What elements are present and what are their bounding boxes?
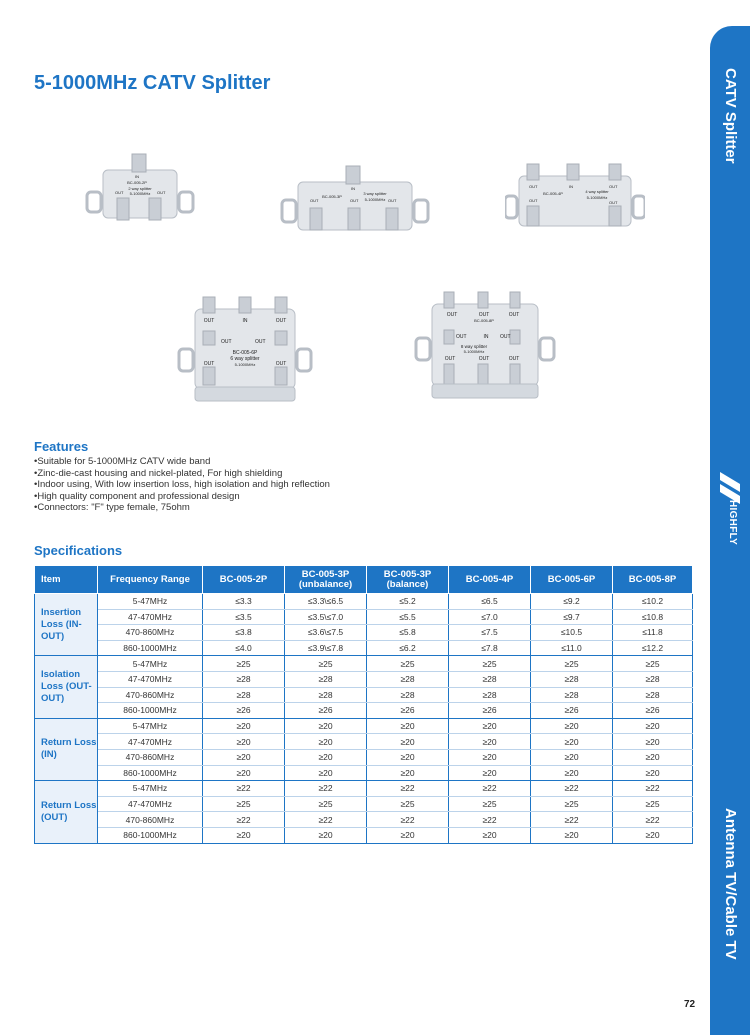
column-header: BC-005-3P (balance) (367, 566, 449, 594)
feature-item: • Suitable for 5-1000MHz CATV wide band (34, 456, 330, 468)
value-cell: ≤4.0 (203, 640, 285, 656)
features-list (34, 456, 330, 514)
value-cell: ≥20 (367, 749, 449, 765)
value-cell: ≥22 (285, 781, 367, 797)
value-cell: ≥26 (285, 703, 367, 719)
value-cell: ≥20 (613, 749, 693, 765)
value-cell: ≥22 (367, 812, 449, 828)
value-cell: ≥28 (531, 671, 613, 687)
value-cell: ≥22 (203, 781, 285, 797)
table-row (35, 656, 693, 672)
table-row (35, 796, 693, 812)
value-cell: ≥20 (203, 718, 285, 734)
value-cell: ≥20 (449, 765, 531, 781)
frequency-cell: 470-860MHz (98, 749, 203, 765)
column-header: BC-005-8P (613, 566, 693, 594)
product-label: BC-005-3P (322, 194, 342, 199)
column-header: BC-005-4P (449, 566, 531, 594)
frequency-cell: 860-1000MHz (98, 765, 203, 781)
value-cell: ≤9.7 (531, 609, 613, 625)
value-cell: ≥25 (449, 796, 531, 812)
value-cell: ≥25 (449, 656, 531, 672)
value-cell: ≤10.5 (531, 625, 613, 641)
value-cell: ≤10.8 (613, 609, 693, 625)
value-cell: ≥20 (285, 827, 367, 843)
value-cell: ≥20 (449, 749, 531, 765)
frequency-cell: 47-470MHz (98, 609, 203, 625)
product-label: BC-005-6P (232, 350, 258, 356)
value-cell: ≥20 (285, 734, 367, 750)
product-label: 8 way splitter (460, 344, 488, 349)
frequency-cell: 470-860MHz (98, 625, 203, 641)
feature-item: • High quality component and professional design (34, 491, 330, 503)
value-cell: ≥20 (531, 827, 613, 843)
value-cell: ≥20 (285, 765, 367, 781)
value-cell: ≥28 (449, 671, 531, 687)
product-label: IN (242, 318, 248, 324)
product-label: OUT (456, 334, 467, 340)
value-cell: ≥20 (285, 718, 367, 734)
frequency-cell: 47-470MHz (98, 734, 203, 750)
value-cell: ≥20 (613, 734, 693, 750)
value-cell: ≥25 (203, 796, 285, 812)
specifications-table (34, 565, 693, 844)
value-cell: ≥25 (531, 796, 613, 812)
value-cell: ≥22 (613, 781, 693, 797)
product-label: OUT (478, 312, 490, 318)
value-cell: ≥25 (531, 656, 613, 672)
value-cell: ≤11.8 (613, 625, 693, 641)
feature-item: • Indoor using, With low insertion loss, high isolation and high reflection (34, 479, 330, 491)
value-cell: ≥20 (203, 765, 285, 781)
product-label: OUT (500, 334, 511, 340)
value-cell: ≥20 (531, 718, 613, 734)
value-cell: ≤3.5 (203, 609, 285, 625)
side-tab-category: CATV Splitter (722, 68, 739, 164)
table-row (35, 718, 693, 734)
product-label: IN (351, 186, 355, 191)
table-row (35, 625, 693, 641)
value-cell: ≥26 (367, 703, 449, 719)
value-cell: ≥26 (449, 703, 531, 719)
table-row (35, 703, 693, 719)
frequency-cell: 860-1000MHz (98, 827, 203, 843)
value-cell: ≥20 (367, 718, 449, 734)
value-cell: ≤3.8 (203, 625, 285, 641)
value-cell: ≤6.2 (367, 640, 449, 656)
column-header: BC-005-2P (203, 566, 285, 594)
value-cell: ≥25 (613, 796, 693, 812)
table-row (35, 827, 693, 843)
frequency-cell: 5-47MHz (98, 781, 203, 797)
value-cell: ≤3.6\≤7.5 (285, 625, 367, 641)
product-label: 5-1000MHz (234, 362, 256, 367)
value-cell: ≤7.5 (449, 625, 531, 641)
item-cell: Return Loss (OUT) (35, 781, 98, 843)
value-cell: ≤7.8 (449, 640, 531, 656)
product-image-3p (280, 162, 430, 242)
value-cell: ≥28 (367, 671, 449, 687)
table-row (35, 594, 693, 610)
logo-text: HIGHFLY (727, 500, 738, 546)
value-cell: ≤3.3 (203, 594, 285, 610)
value-cell: ≥25 (285, 656, 367, 672)
item-cell: Insertion Loss (IN-OUT) (35, 594, 98, 656)
value-cell: ≥20 (203, 749, 285, 765)
value-cell: ≥26 (203, 703, 285, 719)
value-cell: ≥22 (449, 781, 531, 797)
item-cell: Return Loss (IN) (35, 718, 98, 780)
product-label: OUT (203, 318, 215, 324)
value-cell: ≤9.2 (531, 594, 613, 610)
product-label: IN (135, 174, 139, 179)
product-label: 4 way splitter (585, 189, 609, 194)
value-cell: ≥22 (613, 812, 693, 828)
page-number: 72 (684, 999, 696, 1010)
product-label: OUT (221, 339, 232, 345)
value-cell: ≥25 (285, 796, 367, 812)
product-image-2p (85, 150, 195, 230)
product-label: OUT (203, 361, 215, 367)
value-cell: ≥28 (285, 687, 367, 703)
product-label: OUT (310, 198, 319, 203)
table-row (35, 734, 693, 750)
column-header: BC-005-3P (unbalance) (285, 566, 367, 594)
value-cell: ≥20 (449, 827, 531, 843)
product-label: OUT (275, 361, 287, 367)
product-image-6p (175, 295, 315, 405)
value-cell: ≥22 (449, 812, 531, 828)
product-label: OUT (478, 356, 490, 362)
table-row (35, 749, 693, 765)
value-cell: ≥20 (367, 765, 449, 781)
value-cell: ≥25 (367, 656, 449, 672)
value-cell: ≥20 (203, 827, 285, 843)
table-row (35, 609, 693, 625)
frequency-cell: 5-47MHz (98, 718, 203, 734)
value-cell: ≤7.0 (449, 609, 531, 625)
value-cell: ≥20 (613, 765, 693, 781)
product-label: 5-1000MHz (129, 191, 151, 196)
side-tab-section: Antenna TV/Cable TV (722, 808, 739, 960)
value-cell: ≥28 (203, 671, 285, 687)
product-label: OUT (508, 312, 520, 318)
product-label: OUT (388, 198, 397, 203)
specifications-heading: Specifications (34, 543, 123, 558)
product-label: IN (483, 334, 489, 340)
value-cell: ≥28 (613, 687, 693, 703)
product-label: 2 way splitter (128, 186, 152, 191)
product-label: 6 way splitter (230, 356, 260, 362)
frequency-cell: 860-1000MHz (98, 640, 203, 656)
product-label: OUT (255, 339, 266, 345)
product-label: OUT (529, 184, 538, 189)
value-cell: ≥22 (285, 812, 367, 828)
table-row (35, 781, 693, 797)
frequency-cell: 470-860MHz (98, 687, 203, 703)
product-label: BC-005-2P (127, 180, 147, 185)
product-label: OUT (529, 198, 538, 203)
product-label: OUT (609, 200, 618, 205)
value-cell: ≥20 (613, 827, 693, 843)
frequency-cell: 470-860MHz (98, 812, 203, 828)
value-cell: ≤11.0 (531, 640, 613, 656)
product-label: OUT (350, 198, 359, 203)
value-cell: ≥20 (531, 734, 613, 750)
value-cell: ≥26 (613, 703, 693, 719)
value-cell: ≤5.5 (367, 609, 449, 625)
value-cell: ≥22 (367, 781, 449, 797)
value-cell: ≥25 (367, 796, 449, 812)
frequency-cell: 5-47MHz (98, 594, 203, 610)
frequency-cell: 5-47MHz (98, 656, 203, 672)
table-row (35, 765, 693, 781)
product-label: 5-1000MHz (364, 197, 386, 202)
product-label: OUT (446, 312, 458, 318)
value-cell: ≥20 (203, 734, 285, 750)
product-label: OUT (508, 356, 520, 362)
value-cell: ≥25 (203, 656, 285, 672)
value-cell: ≥28 (367, 687, 449, 703)
value-cell: ≥20 (449, 718, 531, 734)
value-cell: ≥25 (613, 656, 693, 672)
product-photos (0, 150, 700, 430)
value-cell: ≥28 (449, 687, 531, 703)
value-cell: ≥28 (203, 687, 285, 703)
page-title: 5-1000MHz CATV Splitter (34, 72, 271, 94)
value-cell: ≤6.5 (449, 594, 531, 610)
product-label: 5-1000MHz (463, 349, 485, 354)
column-header: BC-005-6P (531, 566, 613, 594)
value-cell: ≥20 (285, 749, 367, 765)
value-cell: ≤3.3\≤6.5 (285, 594, 367, 610)
column-header: Item (35, 566, 98, 594)
value-cell: ≥28 (613, 671, 693, 687)
product-label: OUT (444, 356, 456, 362)
product-label: IN (569, 184, 573, 189)
product-label: 5-1000MHz (586, 195, 608, 200)
product-label: OUT (275, 318, 287, 324)
frequency-cell: 47-470MHz (98, 796, 203, 812)
table-row (35, 671, 693, 687)
value-cell: ≥20 (367, 827, 449, 843)
value-cell: ≤5.8 (367, 625, 449, 641)
value-cell: ≤12.2 (613, 640, 693, 656)
features-heading: Features (34, 439, 89, 454)
value-cell: ≥28 (531, 687, 613, 703)
table-body (35, 594, 693, 844)
value-cell: ≥20 (531, 765, 613, 781)
product-label: OUT (609, 184, 618, 189)
product-image-4p (505, 160, 645, 240)
table-row (35, 640, 693, 656)
value-cell: ≥26 (531, 703, 613, 719)
product-label: OUT (157, 190, 166, 195)
value-cell: ≤10.2 (613, 594, 693, 610)
product-label: 3 way splitter (363, 191, 387, 196)
value-cell: ≤5.2 (367, 594, 449, 610)
feature-item: • Connectors: "F" type female, 75ohm (34, 502, 330, 514)
value-cell: ≥22 (531, 781, 613, 797)
value-cell: ≤3.5\≤7.0 (285, 609, 367, 625)
value-cell: ≥20 (449, 734, 531, 750)
value-cell: ≥20 (613, 718, 693, 734)
value-cell: ≥20 (367, 734, 449, 750)
value-cell: ≥22 (203, 812, 285, 828)
product-label: OUT (115, 190, 124, 195)
product-image-8p (410, 288, 560, 403)
column-header: Frequency Range (98, 566, 203, 594)
table-row (35, 812, 693, 828)
value-cell: ≥28 (285, 671, 367, 687)
table-row (35, 687, 693, 703)
item-cell: Isolation Loss (OUT-OUT) (35, 656, 98, 718)
value-cell: ≤3.9\≤7.8 (285, 640, 367, 656)
product-label: BC-005-8P (474, 318, 494, 323)
frequency-cell: 860-1000MHz (98, 703, 203, 719)
product-label: BC-005-4P (543, 191, 563, 196)
feature-item: • Zinc-die-cast housing and nickel-plated, For high shielding (34, 468, 330, 480)
table-header-row (35, 566, 693, 594)
value-cell: ≥20 (531, 749, 613, 765)
value-cell: ≥22 (531, 812, 613, 828)
frequency-cell: 47-470MHz (98, 671, 203, 687)
